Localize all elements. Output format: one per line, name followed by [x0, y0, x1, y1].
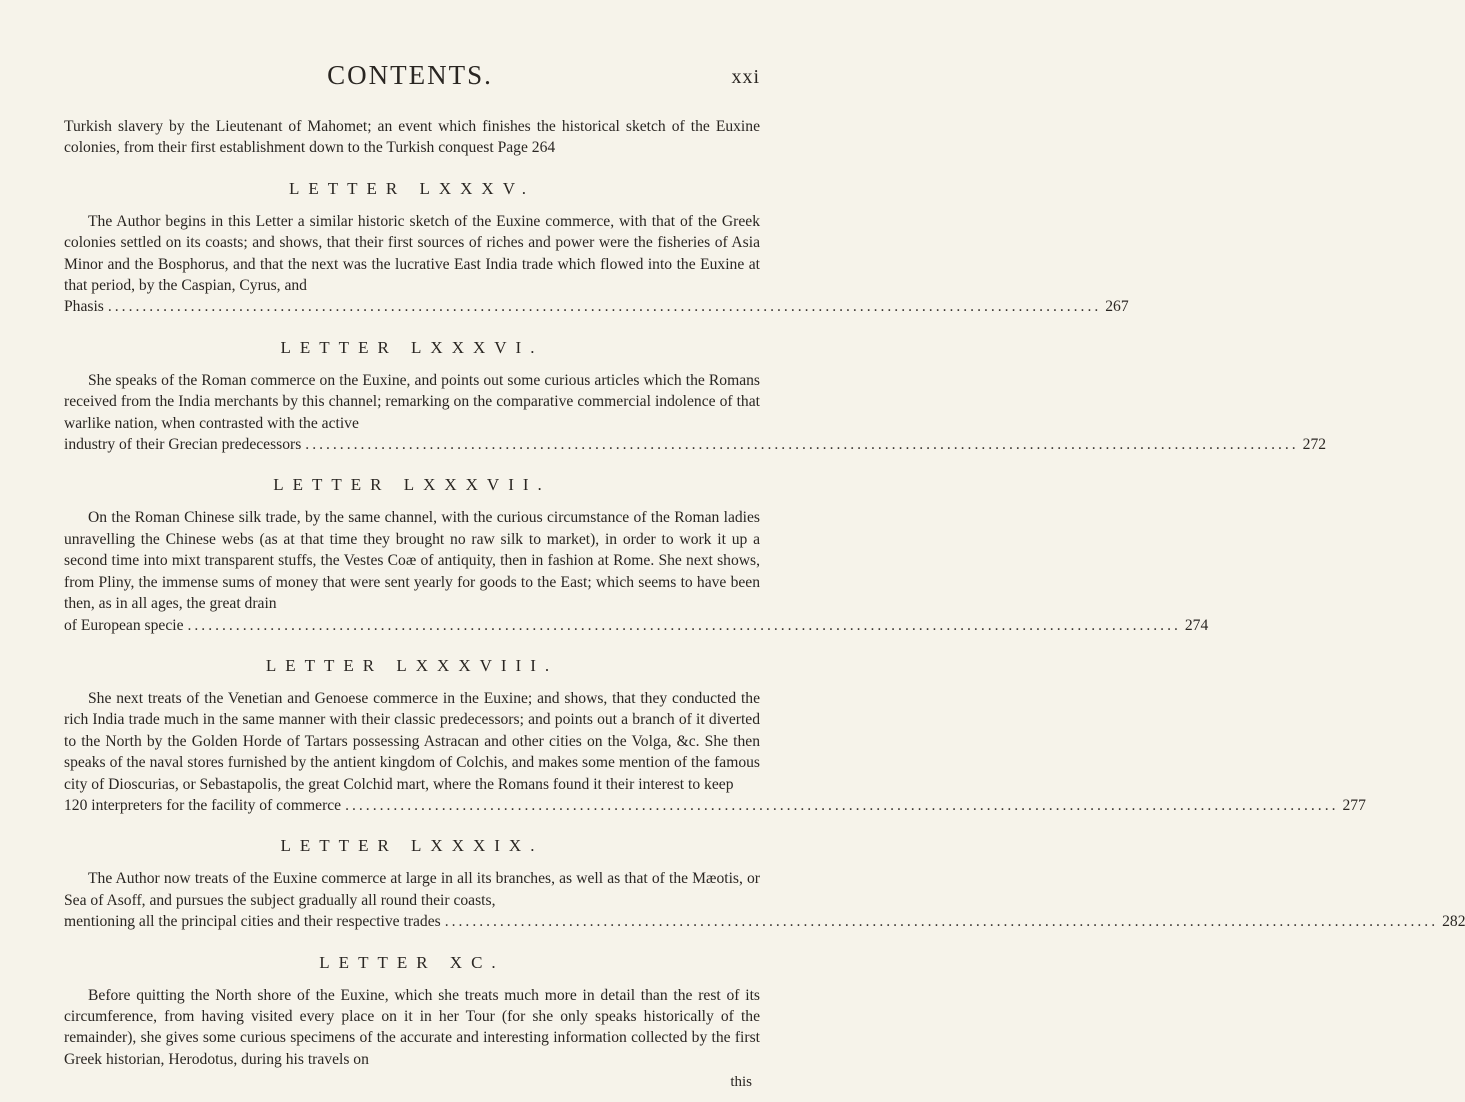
contents-entry	[64, 836, 1465, 932]
entry-description: She speaks of the Roman commerce on the Euxine, and points out some curious articles which the Romans received from the India merchants by this channel; remarking on the comparative commercial indolence of that warlike nation, when contrasted with the active	[64, 371, 760, 432]
entry-last-line: Phasis	[64, 298, 104, 316]
entry-description: She next treats of the Venetian and Genoese commerce in the Euxine; and shows, that they conducted the rich India trade much in the same manner with their classic predecessors; and points out a branch of it diverted to the North by the Golden Horde of Tartars possessing Astracan and other cities on the Volga, &c. She then speaks of the naval stores furnished by the antient kingdom of Colchis, and makes some mention of the famous city of Dioscurias, or Sebastapolis, the great Colchid mart, where the Romans found it their interest to keep	[64, 689, 760, 793]
letter-heading: LETTER LXXXIX.	[280, 836, 544, 856]
page-reference: 272	[1302, 436, 1327, 454]
entry-leader-line	[64, 615, 1209, 636]
running-header	[60, 60, 760, 100]
contents-entry	[64, 178, 1129, 318]
entry-description: Turkish slavery by the Lieutenant of Mahomet; an event which finishes the historical sketch of the Euxine colonies, from their first establishment down to the Turkish conquest	[64, 118, 760, 157]
dot-leader: ................................................................................................................................................	[305, 436, 1299, 454]
entry-leader-line	[64, 911, 1465, 932]
page-reference: 267	[1105, 298, 1129, 316]
dot-leader: ................................................................................................................................................	[107, 298, 1102, 316]
entry-description: The Author now treats of the Euxine commerce at large in all its branches, as well as that of the Mæotis, or Sea of Asoff, and pursues the subject gradually all round their coasts,	[64, 870, 760, 909]
contents-entry	[64, 337, 1327, 456]
entry-last-line: industry of their Grecian predecessors	[64, 436, 302, 454]
contents-entry	[64, 116, 760, 159]
entry-text	[64, 116, 760, 159]
dot-leader: ................................................................................................................................................	[187, 616, 1181, 634]
dot-leader: ................................................................................................................................................	[345, 796, 1339, 814]
letter-heading: LETTER XC.	[319, 952, 505, 972]
contents-body	[64, 116, 1465, 1091]
page-number: xxi	[731, 66, 760, 88]
entry-description: On the Roman Chinese silk trade, by the same channel, with the curious circumstance of the Roman ladies unravelling the Chinese webs (as at that time they brought no raw silk to market), in order to work it up a second time into mixt transparent stuffs, the Vestes Coæ of antiquity, then in fashion at Rome. She next shows, from Pliny, the immense sums of money that were sent yearly for goods to the East; which seems to have been then, as in all ages, the great drain	[64, 509, 760, 613]
dot-leader: ................................................................................................................................................	[444, 913, 1439, 931]
catchword: this	[730, 1074, 752, 1091]
entry-last-line: of European specie	[64, 616, 184, 634]
page-reference: 274	[1184, 616, 1209, 634]
letter-heading: LETTER LXXXVI.	[280, 337, 544, 357]
entry-leader-line	[64, 296, 1129, 317]
entry-leader-line	[64, 795, 1366, 816]
page-reference: 264	[531, 139, 556, 157]
contents-entry	[64, 655, 1366, 816]
contents-entry	[64, 953, 760, 1071]
entry-last-line: 120 interpreters for the facility of commerce	[64, 796, 342, 814]
entry-description: Before quitting the North shore of the Euxine, which she treats much more in detail than the rest of its circumference, from having visited every place on it in her Tour (for she only speaks historically of the remainder), she gives some curious specimens of the accurate and interesting information collected by the first Greek historian, Herodotus, during his travels on	[64, 986, 760, 1068]
letter-heading: LETTER LXXXVIII.	[265, 655, 559, 675]
entry-leader-line	[64, 434, 1327, 455]
page-reference: 277	[1342, 796, 1366, 814]
letter-heading: LETTER LXXXV.	[288, 178, 536, 198]
entry-description: The Author begins in this Letter a similar historic sketch of the Euxine commerce, with that of the Greek colonies settled on its coasts; and shows, that their first sources of riches and power were the fisheries of Asia Minor and the Bosphorus, and that the next was the lucrative East India trade which flowed into the Euxine at that period, by the Caspian, Cyrus, and	[64, 212, 760, 295]
page-title: CONTENTS.	[327, 60, 493, 90]
letter-heading: LETTER LXXXVII.	[273, 475, 551, 495]
contents-entry	[64, 475, 1209, 635]
entry-last-line: mentioning all the principal cities and their respective trades	[64, 913, 441, 931]
page-reference: 282	[1442, 913, 1465, 931]
page-label: Page	[497, 139, 528, 157]
